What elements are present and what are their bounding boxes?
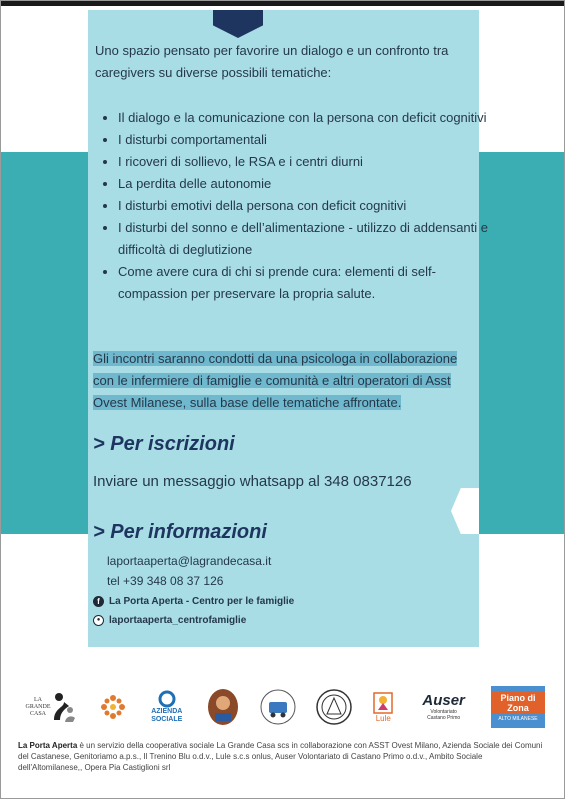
facebook-label: La Porta Aperta - Centro per le famiglie xyxy=(109,596,295,607)
phone-text: tel +39 348 08 37 126 xyxy=(107,574,224,588)
list-item: • La perdita delle autonomie xyxy=(118,173,490,195)
piano-di-zona-label: Piano di Zona xyxy=(491,692,545,714)
list-item: • Come avere cura di chi si prende cura: elementi di self-compassion per preservare la propria salute. xyxy=(118,261,490,305)
instagram-label: laportaaperta_centrofamiglie xyxy=(109,615,247,626)
auser-subtext: Volontariato Castano Primo xyxy=(427,709,461,721)
footer-description: è un servizio della cooperativa sociale La Grande Casa scs in collaborazione con ASST Ovest Milano, Azienda Sociale dei Comuni del Castanese, Genitoriamo a.p.s., Il Trenino Blu o.d.v., Lule s.c.s onlus, Auser Volontariato di Castano Primo o.d.v., Ambito Sociale dell'Altomilanese,, Opera Pia Castiglioni srl xyxy=(18,741,543,772)
whatsapp-text: Inviare un messaggio whatsapp al 348 0837126 xyxy=(93,473,412,490)
list-item: • I disturbi emotivi della persona con deficit cognitivi xyxy=(118,195,490,217)
footer-brand: La Porta Aperta xyxy=(18,741,78,750)
email-link[interactable]: laportaaperta@lagrandecasa.it xyxy=(107,554,272,568)
la-grande-casa-label: LA GRANDE CASA xyxy=(25,696,51,717)
highlight-text: Gli incontri saranno condotti da una psicologa in collaborazione con le infermiere di famiglie e comunità e altri operatori di Asst Ovest Milanese, sulla base delle tematiche affrontate. xyxy=(93,351,458,410)
list-item: • I disturbi comportamentali xyxy=(118,129,490,151)
list-item: • I ricoveri di sollievo, le RSA e i centri diurni xyxy=(118,151,490,173)
instagram-icon: ● xyxy=(93,615,104,626)
informazioni-heading: > Per informazioni xyxy=(93,521,267,543)
iscrizioni-heading: > Per iscrizioni xyxy=(93,433,235,455)
intro-text: Uno spazio pensato per favorire un dialogo e un confronto tra caregivers su diverse possibili tematiche: xyxy=(95,43,449,80)
list-item: • Il dialogo e la comunicazione con la persona con deficit cognitivi xyxy=(118,107,490,129)
list-item: • I disturbi del sonno e dell’alimentazione - utilizzo di addensanti e difficoltà di deglutizione xyxy=(118,217,490,261)
piano-di-zona-subtext: ALTO MILANESE xyxy=(498,716,538,722)
lule-label: Lule xyxy=(375,713,391,723)
azienda-sociale-label: AZIENDA SOCIALE xyxy=(151,708,183,723)
facebook-icon: f xyxy=(93,596,104,607)
auser-label: Auser xyxy=(422,692,465,709)
